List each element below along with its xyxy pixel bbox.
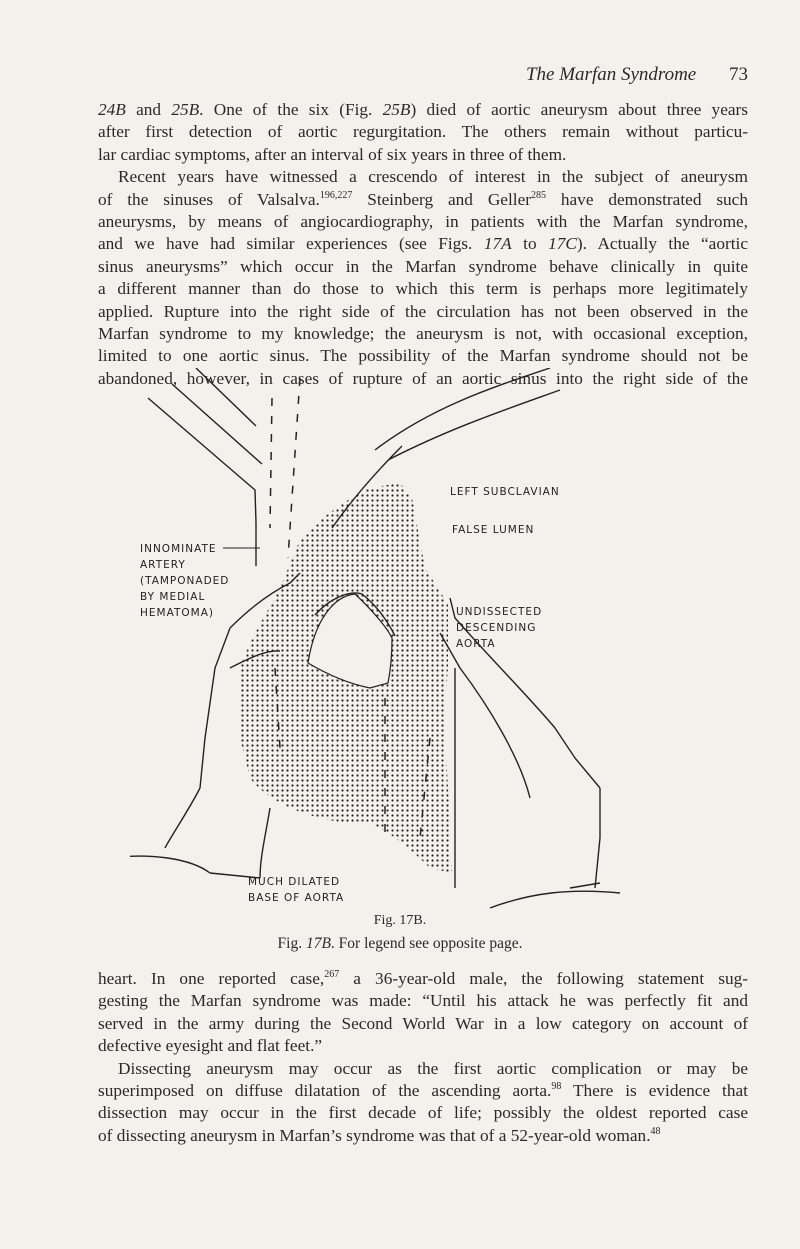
svg-text:(TAMPONADED: (TAMPONADED	[140, 575, 230, 587]
text-line: superimposed on diffuse dilatation of the ascending aorta.$^{98}$ There is evidence that	[98, 1081, 748, 1101]
text-line: heart. In one reported case,$^{267}$ a 36-year-old male, the following statement sug-	[98, 969, 748, 988]
running-title: The Marfan Syndrome	[525, 64, 697, 85]
text-line: a different manner than do those to which this term is perhaps more legitimately	[98, 279, 748, 299]
label-dilated-base	[248, 876, 344, 904]
bottom-text-block	[98, 968, 748, 1147]
svg-text:INNOMINATE: INNOMINATE	[140, 543, 217, 555]
text-line: 24B and 25B. One of the six (Fig. 25B) died of aortic aneurysm about three years	[98, 100, 749, 119]
svg-text:BASE OF AORTA: BASE OF AORTA	[248, 892, 345, 904]
text-line: served in the army during the Second World War in a low category on account of	[98, 1013, 748, 1033]
svg-text:MUCH DILATED: MUCH DILATED	[248, 876, 341, 888]
text-line: of dissecting aneurysm in Marfan’s syndrome was that of a 52-year-old woman.$^{48}$	[98, 1125, 661, 1145]
text-line: gesting the Marfan syndrome was made: “Until his attack he was perfectly fit and	[98, 991, 748, 1011]
svg-text:ARTERY: ARTERY	[140, 559, 186, 571]
top-text-block	[98, 99, 748, 390]
svg-text:HEMATOMA): HEMATOMA)	[140, 607, 214, 619]
page-number: 73	[729, 64, 748, 85]
text-line: after first detection of aortic regurgitation. The others remain without particu-	[98, 122, 748, 142]
text-line: abandoned, however, in cases of rupture of an aortic sinus into the right side of the	[98, 368, 748, 388]
label-innominate	[140, 543, 229, 619]
text-line: aneurysms, by means of angiocardiography, in patients with the Marfan syndrome,	[98, 212, 748, 232]
svg-text:UNDISSECTED: UNDISSECTED	[456, 606, 543, 618]
aorta-diagram	[130, 368, 650, 913]
figure-label: Fig. 17B.	[373, 913, 427, 928]
running-header	[0, 64, 748, 86]
text-line: Recent years have witnessed a crescendo of interest in the subject of aneurysm	[118, 167, 748, 187]
text-line: defective eyesight and flat feet.”	[98, 1036, 323, 1056]
text-line: dissection may occur in the first decade of life; possibly the oldest reported case	[98, 1103, 748, 1123]
text-line: and we have had similar experiences (see Figs. 17A to 17C). Actually the “aortic	[98, 234, 748, 254]
label-false-lumen: FALSE LUMEN	[452, 524, 535, 536]
svg-text:DESCENDING: DESCENDING	[456, 622, 537, 634]
text-line: Dissecting aneurysm may occur as the first aortic complication or may be	[118, 1058, 748, 1078]
text-line: sinus aneurysms” which occur in the Marfan syndrome behave clinically in quite	[98, 256, 748, 276]
text-line: limited to one aortic sinus. The possibility of the Marfan syndrome should not be	[98, 346, 748, 366]
svg-text:BY MEDIAL: BY MEDIAL	[140, 591, 206, 603]
figure-caption: Fig. 17B. For legend see opposite page.	[277, 935, 523, 952]
label-undissected	[456, 606, 542, 650]
text-line: of the sinuses of Valsalva.$^{196,227}$ Steinberg and Geller$^{285}$ have demonstrated such	[98, 189, 748, 209]
svg-text:AORTA: AORTA	[456, 638, 496, 650]
text-line: applied. Rupture into the right side of the circulation has not been observed in the	[98, 301, 748, 321]
text-line: Marfan syndrome to my knowledge; the aneurysm is not, with occasional exception,	[98, 324, 748, 344]
aorta-diagram-figure	[130, 368, 650, 913]
label-left-subclavian: LEFT SUBCLAVIAN	[450, 486, 560, 498]
text-line: lar cardiac symptoms, after an interval of six years in three of them.	[98, 144, 567, 164]
